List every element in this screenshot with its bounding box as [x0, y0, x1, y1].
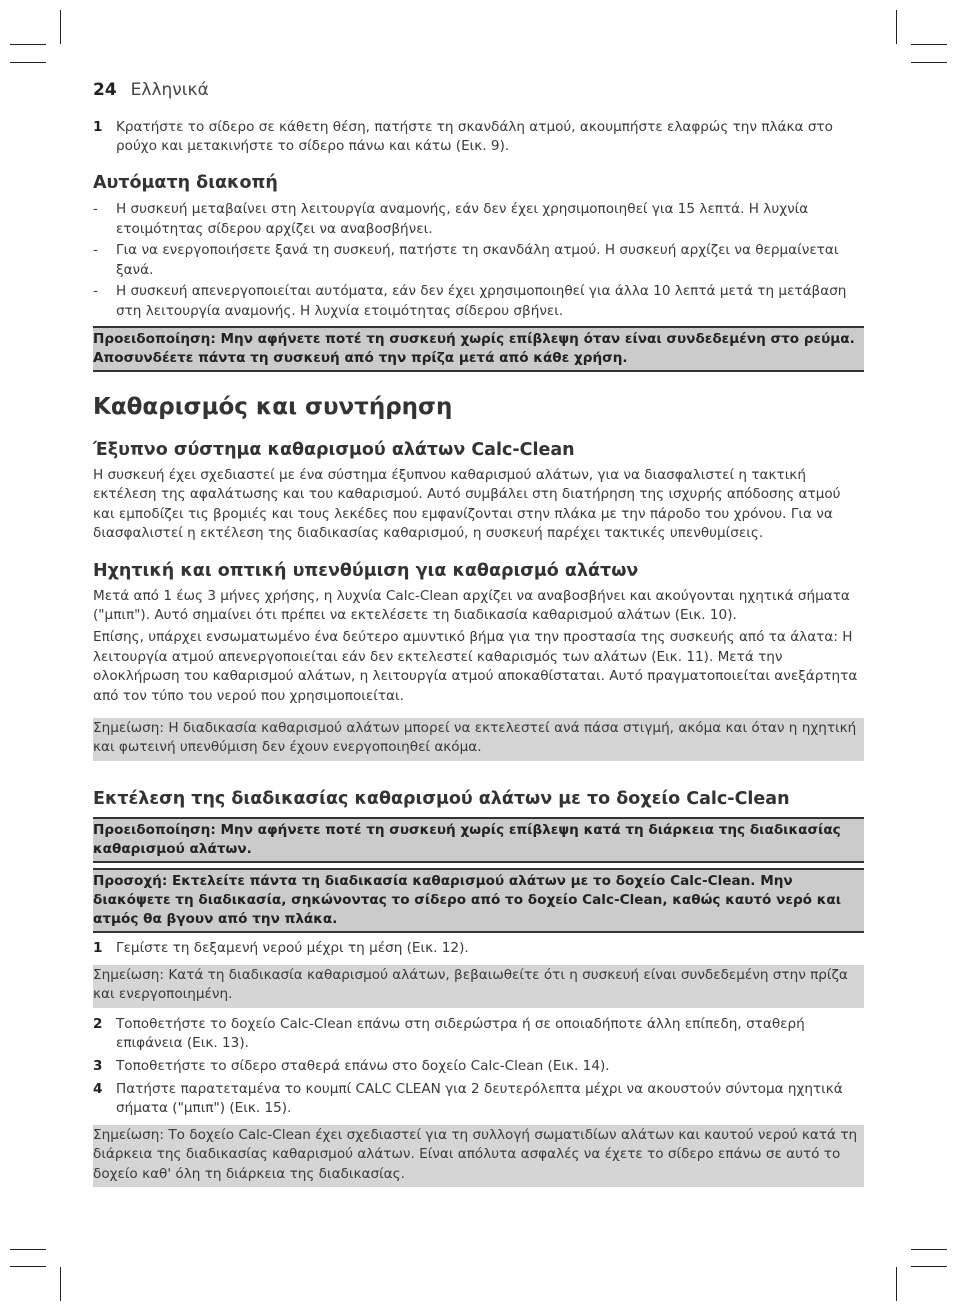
intro-step [93, 118, 864, 156]
paragraph: Επίσης, υπάρχει ενσωματωμένο ένα δεύτερο αμυντικό βήμα για την προστασία της συσκευής από τα άλατα: Η λειτουργία ατμού απενεργοποιείται εάν δεν εκτελεστεί καθαρισμός των αλάτων (Εικ. 11). Μετά την ολοκλήρωση του καθαρισμού αλάτων, η λειτουργία ατμού αποκαθίσταται. Αυτό πραγματοποιείται ανεξάρτητα από τον τύπο του νερού που χρησιμοποιείται. [93, 629, 858, 704]
language-label: Ελληνικά [130, 80, 209, 100]
crop-mark [60, 10, 61, 44]
crop-mark [896, 1267, 897, 1301]
step-text: Τοποθετήστε το σίδερο σταθερά επάνω στο δοχείο Calc-Clean (Εικ. 14). [116, 1057, 610, 1074]
section-title-process: Εκτέλεση της διαδικασίας καθαρισμού αλάτων με το δοχείο Calc-Clean [93, 788, 790, 809]
note-box: Σημείωση: Η διαδικασία καθαρισμού αλάτων μπορεί να εκτελεστεί ανά πάσα στιγμή, ακόμα και όταν η ηχητική και φωτεινή υπενθύμιση δεν έχουν ενεργοποιηθεί ακόμα. [93, 718, 864, 761]
crop-mark [10, 44, 46, 45]
step-item [93, 1080, 864, 1118]
list-item: - Η συσκευή μεταβαίνει στη λειτουργία αναμονής, εάν δεν έχει χρησιμοποιηθεί για 15 λεπτά. Η λυχνία ετοιμότητας σίδερου αρχίζει να αναβοσβήνει. [93, 201, 809, 237]
section-title-smart-calc: Έξυπνο σύστημα καθαρισμού αλάτων Calc-Clean [93, 440, 575, 460]
section-title-auto-off: Αυτόματη διακοπή [93, 173, 278, 193]
page-number: 24 [93, 80, 117, 100]
warning-box: Προειδοποίηση: Μην αφήνετε ποτέ τη συσκευή χωρίς επίβλεψη όταν είναι συνδεδεμένη στο ρεύμα. Αποσυνδέετε πάντα τη συσκευή από την πρίζα μετά από κάθε χρήση. [93, 326, 864, 372]
caution-box: Προσοχή: Εκτελείτε πάντα τη διαδικασία καθαρισμού αλάτων με το δοχείο Calc-Clean. Μην διακόψετε τη διαδικασία, σηκώνοντας το σίδερο από το δοχείο Calc-Clean, καθώς καυτό νερό και ατμός θα βγουν από την πλάκα. [93, 868, 864, 933]
crop-mark [911, 1266, 947, 1267]
step-text: Κρατήστε το σίδερο σε κάθετη θέση, πατήστε τη σκανδάλη ατμού, ακουμπήστε ελαφρώς την πλάκα στο ρούχο και μετακινήστε το σίδερο πάνω και κάτω (Εικ. 9). [116, 119, 833, 154]
crop-mark [10, 1249, 46, 1250]
crop-mark [60, 1267, 61, 1301]
crop-mark [911, 1249, 947, 1250]
list-item: - Η συσκευή απενεργοποιείται αυτόματα, εάν δεν έχει χρησιμοποιηθεί για άλλα 10 λεπτά μετά τη μετάβαση στη λειτουργία αναμονής. Η λυχνία ετοιμότητας σίδερου σβήνει. [93, 283, 847, 319]
section-title-reminder: Ηχητική και οπτική υπενθύμιση για καθαρισμό αλάτων [93, 560, 639, 581]
step-number: 1 [93, 939, 103, 956]
note-box: Σημείωση: Το δοχείο Calc-Clean έχει σχεδιαστεί για τη συλλογή σωματιδίων αλάτων και καυτού νερού κατά τη διάρκεια της διαδικασίας καθαρισμού αλάτων. Είναι απόλυτα ασφαλές να έχετε το σίδερο επάνω σε αυτό το δοχείο καθ' όλη τη διάρκεια της διαδικασίας. [93, 1125, 864, 1187]
step-text: Πατήστε παρατεταμένα το κουμπί CALC CLEAN για 2 δευτερόλεπτα μέχρι να ακουστούν σύντομα ηχητικά σήματα ("μπιπ") (Εικ. 15). [116, 1080, 843, 1116]
step-number: 2 [93, 1015, 103, 1032]
chapter-title-cleaning: Καθαρισμός και συντήρηση [93, 394, 453, 420]
step-text: Τοποθετήστε το δοχείο Calc-Clean επάνω στη σιδερώστρα ή σε οποιαδήποτε άλλη επίπεδη, σταθερή επιφάνεια (Εικ. 13). [116, 1015, 805, 1051]
page-header [93, 80, 864, 104]
crop-mark [911, 62, 947, 63]
crop-mark [10, 62, 46, 63]
step-number: 4 [93, 1080, 103, 1097]
step-item [93, 1015, 864, 1053]
step-item [93, 1057, 864, 1076]
step-item [93, 939, 864, 958]
step-number: 3 [93, 1057, 103, 1074]
warning-box: Προειδοποίηση: Μην αφήνετε ποτέ τη συσκευή χωρίς επίβλεψη κατά τη διάρκεια της διαδικασίας καθαρισμού αλάτων. [93, 817, 864, 863]
note-box: Σημείωση: Κατά τη διαδικασία καθαρισμού αλάτων, βεβαιωθείτε ότι η συσκευή είναι συνδεδεμένη στην πρίζα και ενεργοποιημένη. [93, 965, 864, 1008]
crop-mark [10, 1266, 46, 1267]
list-item: - Για να ενεργοποιήσετε ξανά τη συσκευή, πατήστε τη σκανδάλη ατμού. Η συσκευή αρχίζει να θερμαίνεται ξανά. [93, 242, 839, 278]
step-text: Γεμίστε τη δεξαμενή νερού μέχρι τη μέση (Εικ. 12). [116, 939, 469, 956]
paragraph: Μετά από 1 έως 3 μήνες χρήσης, η λυχνία Calc-Clean αρχίζει να αναβοσβήνει και ακούγονται ηχητικά σήματα ("μπιπ"). Αυτό σημαίνει ότι πρέπει να εκτελέσετε τη διαδικασία καθαρισμού αλάτων (Εικ. 10). [93, 587, 850, 624]
page-content [93, 80, 864, 1187]
crop-mark [911, 44, 947, 45]
paragraph: Η συσκευή έχει σχεδιαστεί με ένα σύστημα έξυπνου καθαρισμού αλάτων, για να διασφαλιστεί η τακτική εκτέλεση της αφαλάτωσης και του καθαρισμού. Αυτό συμβάλει στη διατήρηση της ισχυρής απόδοσης ατμού και εμποδίζει τις βρομιές και τους λεκέδες που εμφανίζονται στην πλάκα με την πάροδο του χρόνου. Για να διασφαλιστεί η εκτέλεση της διαδικασίας καθαρισμού, η συσκευή παρέχει τακτικές υπενθυμίσεις. [93, 467, 841, 542]
step-number: 1 [93, 119, 103, 135]
crop-mark [896, 10, 897, 44]
